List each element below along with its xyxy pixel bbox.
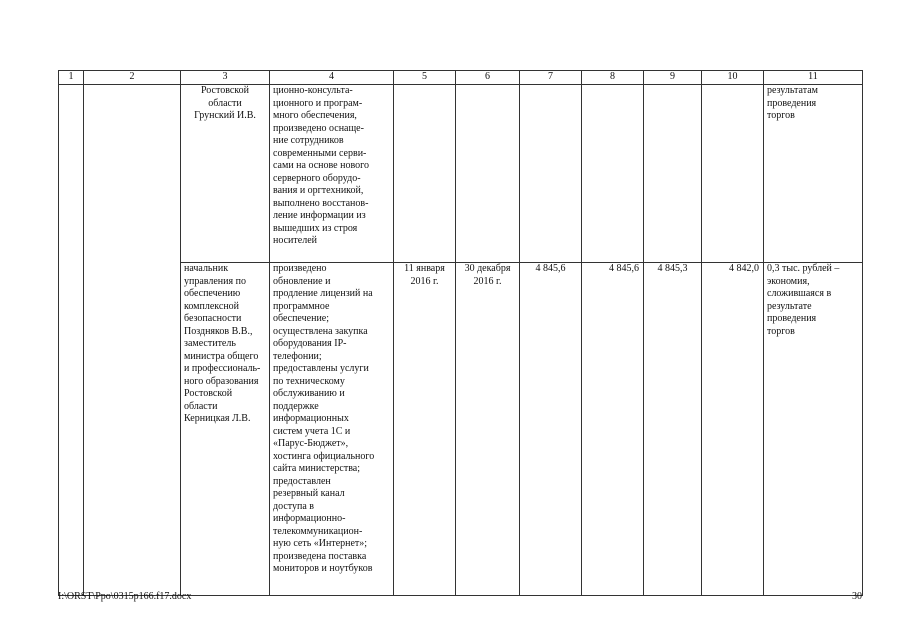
- text-line: оборудования IP-: [273, 338, 347, 349]
- text-line: Ростовской: [184, 388, 233, 399]
- cell-empty: [702, 85, 764, 263]
- column-number: 4: [270, 71, 394, 85]
- text-line: ционно-консульта-: [273, 85, 353, 96]
- text-line: Ростовской: [200, 85, 250, 96]
- text-line: области: [184, 400, 218, 412]
- text-line: современными серви-: [273, 147, 367, 159]
- text-line: телефонии;: [273, 350, 322, 362]
- text-line: сами на основе нового: [273, 160, 369, 171]
- text-line: обеспечение;: [273, 313, 330, 324]
- text-line: мониторов и ноутбуков: [273, 563, 373, 574]
- result-description-cell: [270, 85, 394, 263]
- text-line: 11 января: [404, 263, 445, 274]
- text-line: информационно-: [273, 513, 346, 524]
- text-line: хостинга официального: [273, 450, 375, 462]
- text-line: торгов: [767, 325, 795, 337]
- cell-empty: [59, 85, 84, 596]
- text-line: Керницкая Л.В.: [184, 413, 251, 424]
- text-line: проведения: [767, 97, 817, 109]
- text-line: 2016 г.: [473, 275, 502, 287]
- text-line: Поздняков В.В.,: [184, 325, 253, 337]
- column-number: 6: [456, 71, 520, 85]
- footer-file-path: I:\ORST\Ppo\0315p166.f17.docx: [58, 591, 192, 602]
- text-line: управления по: [184, 275, 246, 287]
- text-line: Грунский И.В.: [194, 110, 256, 121]
- text-line: телекоммуникацион-: [273, 525, 363, 537]
- column-number: 7: [520, 71, 582, 85]
- text-line: торгов: [767, 110, 795, 121]
- text-line: носителей: [273, 235, 317, 246]
- text-line: по техническому: [273, 375, 345, 387]
- cell-empty: [84, 85, 181, 596]
- page-number: 30: [852, 591, 862, 602]
- text-line: ного образования: [184, 375, 259, 387]
- text-line: безопасности: [184, 313, 242, 324]
- text-line: проведения: [767, 313, 817, 324]
- text-line: вышедших из строя: [273, 222, 358, 234]
- text-line: результатам: [767, 85, 818, 96]
- cell-empty: [582, 85, 644, 263]
- amount-cell: 4 845,6: [520, 263, 582, 596]
- text-line: 2016 г.: [410, 275, 439, 287]
- text-line: результате: [767, 300, 812, 312]
- text-line: доступа в: [273, 500, 315, 512]
- text-line: ние сотрудников: [273, 135, 344, 146]
- text-line: предоставлен: [273, 475, 331, 487]
- text-line: ление информации из: [273, 210, 366, 221]
- text-line: резервный канал: [273, 488, 345, 499]
- cell-empty: [644, 85, 702, 263]
- cell-empty: [394, 85, 456, 263]
- text-line: заместитель: [184, 338, 236, 349]
- text-line: сложившаяся в: [767, 288, 832, 299]
- text-line: систем учета 1С и: [273, 425, 351, 437]
- amount-cell: 4 845,6: [582, 263, 644, 596]
- text-line: экономия,: [767, 275, 810, 287]
- responsible-cell: [181, 263, 270, 596]
- text-line: произведена поставка: [273, 550, 367, 562]
- text-line: программное: [273, 300, 330, 312]
- end-date-cell: [456, 263, 520, 596]
- column-number: 10: [702, 71, 764, 85]
- text-line: много обеспечения,: [273, 110, 357, 121]
- amount-cell: 4 845,3: [644, 263, 702, 596]
- cell-empty: [456, 85, 520, 263]
- column-number: 9: [644, 71, 702, 85]
- text-line: вания и оргтехникой,: [273, 185, 364, 196]
- text-line: выполнено восстанов-: [273, 197, 369, 209]
- text-line: ную сеть «Интернет»;: [273, 538, 368, 549]
- result-description-cell: [270, 263, 394, 596]
- text-line: осуществлена закупка: [273, 325, 368, 337]
- text-line: начальник: [184, 263, 229, 274]
- text-line: 30 декабря: [464, 263, 511, 274]
- text-line: области: [208, 97, 242, 109]
- column-number: 5: [394, 71, 456, 85]
- text-line: продление лицензий на: [273, 288, 373, 299]
- column-number: 11: [764, 71, 863, 85]
- column-number: 8: [582, 71, 644, 85]
- column-number: 2: [84, 71, 181, 85]
- text-line: и профессиональ-: [184, 363, 261, 374]
- text-line: серверного оборудо-: [273, 172, 361, 184]
- column-number-row: [59, 71, 863, 85]
- note-cell: [764, 85, 863, 263]
- text-line: ционного и програм-: [273, 97, 363, 109]
- start-date-cell: [394, 263, 456, 596]
- text-line: информационных: [273, 413, 349, 424]
- cell-empty: [520, 85, 582, 263]
- text-line: обеспечению: [184, 288, 241, 299]
- responsible-cell: [181, 85, 270, 263]
- text-line: обслуживанию и: [273, 388, 345, 399]
- note-cell: [764, 263, 863, 596]
- text-line: 0,3 тыс. рублей –: [767, 263, 840, 274]
- text-line: министра общего: [184, 350, 259, 362]
- column-number: 1: [59, 71, 84, 85]
- amount-cell: 4 842,0: [702, 263, 764, 596]
- table-row: [59, 85, 863, 263]
- text-line: поддержке: [273, 400, 319, 412]
- text-line: комплексной: [184, 300, 240, 312]
- text-line: сайта министерства;: [273, 463, 361, 474]
- column-number: 3: [181, 71, 270, 85]
- text-line: произведено оснаще-: [273, 122, 364, 134]
- report-table: [58, 70, 863, 596]
- text-line: предоставлены услуги: [273, 363, 369, 374]
- text-line: произведено: [273, 263, 327, 274]
- text-line: обновление и: [273, 275, 331, 287]
- text-line: «Парус-Бюджет»,: [273, 438, 349, 449]
